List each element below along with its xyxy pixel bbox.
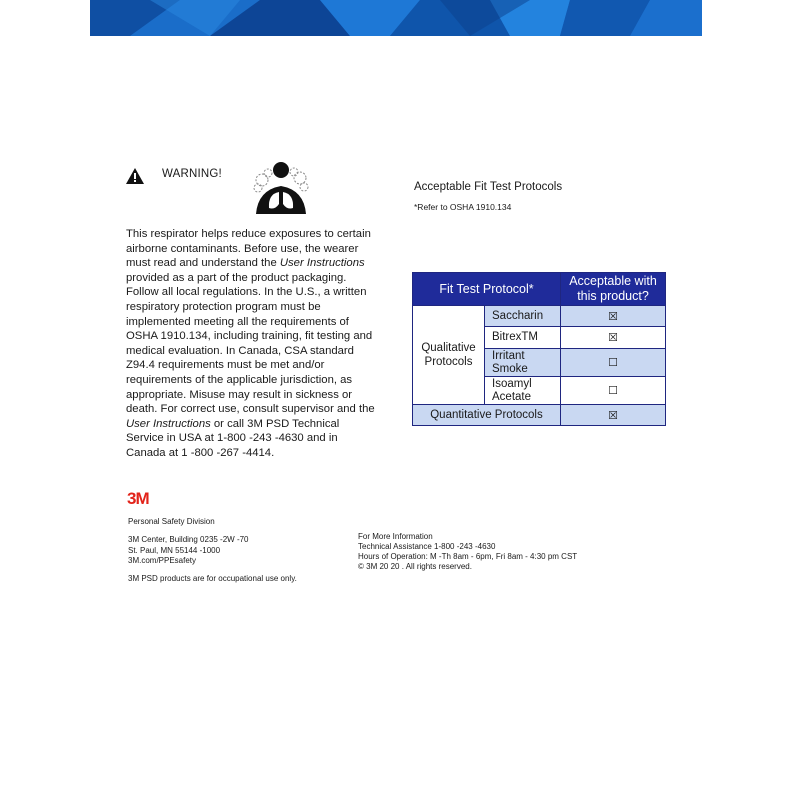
tech-assist: Technical Assistance 1-800 -243 -4630 [358, 542, 496, 551]
warning-title: WARNING! [162, 168, 222, 180]
more-info: For More Information [358, 532, 433, 541]
3m-logo [127, 490, 157, 506]
warning-body-part-1: This respirator helps reduce exposures to certain airborne contaminants. Before use, the wearer must read and understand the [126, 228, 371, 270]
table-row [413, 306, 666, 327]
copyright: © 3M 20 20 . All rights reserved. [358, 562, 472, 571]
user-instructions-ref-1: User Instructions [279, 257, 365, 270]
fit-test-table [412, 272, 666, 426]
hours: Hours of Operation: M -Th 8am - 6pm, Fri 8am - 4:30 pm CST [358, 552, 578, 561]
svg-text:3M: 3M [127, 490, 149, 506]
checkbox-checked-icon: ☒ [561, 306, 666, 327]
fit-test-note: *Refer to OSHA 1910.134 [414, 202, 512, 212]
address-line-1: 3M Center, Building 0235 -2W -70 [128, 535, 249, 545]
table-header-row [413, 273, 666, 306]
warning-triangle-icon [126, 168, 144, 184]
header-protocol: Fit Test Protocol* [413, 273, 561, 306]
table-row [413, 405, 666, 426]
protocol-name: Isoamyl Acetate [485, 377, 561, 405]
checkbox-checked-icon: ☒ [561, 405, 666, 426]
division-name: Personal Safety Division [128, 517, 215, 526]
fit-test-title: Acceptable Fit Test Protocols [414, 181, 563, 193]
footer-left [128, 517, 297, 584]
warning-body-part-2: provided as a part of the product packaging. Follow all local regulations. In the U.S., a written respiratory protection program must be implemented meeting all the requirements of OSHA 1910.134, including training, fit testing and medical evaluation. In Canada, CSA standard Z94.4 requirements must be met and/or requirements of the applicable jurisdiction, as appropriate. Misuse may result in sickness or death. For correct use, consult supervisor and the [126, 271, 375, 416]
header-acceptable: Acceptable with this product? [561, 273, 666, 306]
protocol-name: Saccharin [485, 306, 561, 327]
respiratory-hazard-icon [248, 160, 312, 214]
protocol-name: Irritant Smoke [485, 349, 561, 377]
user-instructions-ref-2: User Instructions [126, 417, 211, 430]
quantitative-label: Quantitative Protocols [413, 405, 561, 426]
address-line-2: St. Paul, MN 55144 -1000 [128, 545, 221, 555]
checkbox-empty-icon: ☐ [561, 377, 666, 405]
warning-body-part-3: or call 3M PSD Technical Service in USA at 1-800 -243 -4630 and in Canada at 1 -800 -267 -4414. [126, 417, 340, 459]
protocol-name: BitrexTM [485, 327, 561, 349]
header-banner [90, 0, 702, 36]
checkbox-empty-icon: ☐ [561, 349, 666, 377]
disclaimer: 3M PSD products are for occupational use only. [128, 574, 297, 584]
checkbox-checked-icon: ☒ [561, 327, 666, 349]
footer-right [358, 532, 577, 572]
qualitative-group-label: Qualitative Protocols [413, 306, 485, 405]
website-link[interactable]: 3M.com/PPEsafety [128, 555, 197, 565]
warning-body-text [126, 227, 378, 461]
